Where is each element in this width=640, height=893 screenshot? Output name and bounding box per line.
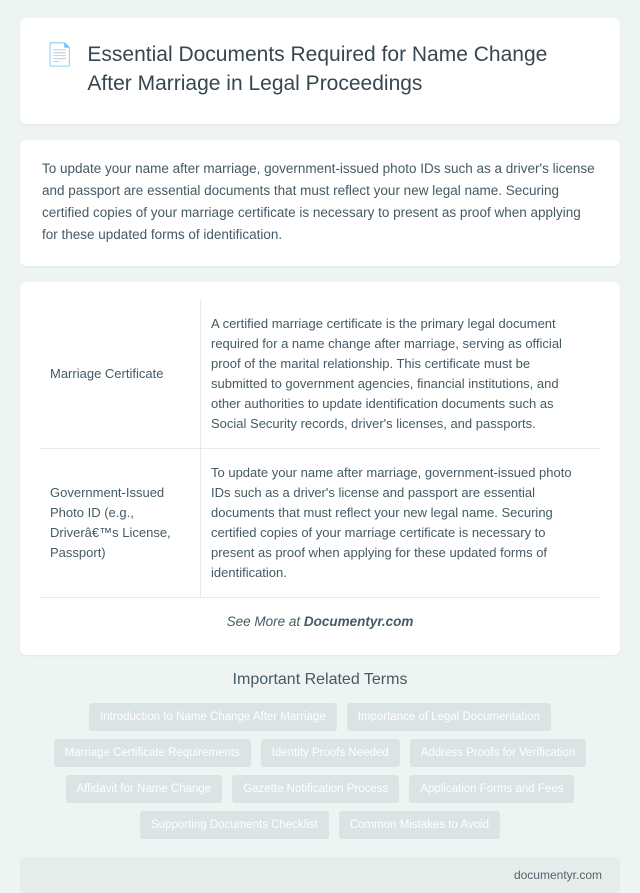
- related-term-chip[interactable]: Marriage Certificate Requirements: [54, 739, 251, 767]
- related-term-chip[interactable]: Affidavit for Name Change: [66, 775, 223, 803]
- related-term-chip[interactable]: Importance of Legal Documentation: [347, 703, 551, 731]
- table-cell-term: Government-Issued Photo ID (e.g., Driverâ€™s License, Passport): [40, 449, 201, 598]
- title-card: [20, 18, 620, 124]
- footer-bar: [20, 857, 620, 893]
- related-term-chip[interactable]: Identity Proofs Needed: [261, 739, 400, 767]
- table-row: [40, 449, 600, 598]
- see-more-label: See More at: [226, 614, 304, 629]
- title-row: [46, 40, 594, 98]
- document-icon: 📄: [46, 42, 74, 67]
- table-row: [40, 300, 600, 449]
- documents-table: [40, 300, 600, 598]
- related-term-chip[interactable]: Introduction to Name Change After Marriage: [89, 703, 337, 731]
- see-more-row: [40, 598, 600, 645]
- intro-card: [20, 140, 620, 266]
- related-term-chip[interactable]: Common Mistakes to Avoid: [339, 811, 500, 839]
- see-more-link[interactable]: Documentyr.com: [303, 614, 414, 629]
- related-term-chip[interactable]: Application Forms and Fees: [409, 775, 574, 803]
- intro-paragraph: To update your name after marriage, government-issued photo IDs such as a driver's license and passport are essential documents that must reflect your new legal name. Securing certified copies of your marriage certificate is necessary to present as proof when applying for these updated forms of identification.: [42, 161, 595, 242]
- related-term-chip[interactable]: Address Proofs for Verification: [410, 739, 587, 767]
- related-terms-list: [20, 703, 620, 839]
- related-terms-heading: Important Related Terms: [232, 671, 408, 688]
- footer-site-label: documentyr.com: [513, 868, 602, 882]
- documents-table-card: [20, 282, 620, 655]
- page-title: Essential Documents Required for Name Change After Marriage in Legal Proceedings: [87, 43, 548, 95]
- table-cell-description: To update your name after marriage, government-issued photo IDs such as a driver's license and passport are essential documents that must reflect your new legal name. Securing certified copies of your marriage certificate is necessary to present as proof when applying for these updated forms of identification.: [201, 449, 601, 598]
- table-cell-description: A certified marriage certificate is the primary legal document required for a name change after marriage, serving as official proof of the marital relationship. This certificate must be submitted to government agencies, financial institutions, and other authorities to update identification documents such as Social Security records, driver's licenses, and passports.: [201, 300, 601, 449]
- table-cell-term: Marriage Certificate: [40, 300, 201, 449]
- related-term-chip[interactable]: Gazette Notification Process: [232, 775, 399, 803]
- related-term-chip[interactable]: Supporting Documents Checklist: [140, 811, 329, 839]
